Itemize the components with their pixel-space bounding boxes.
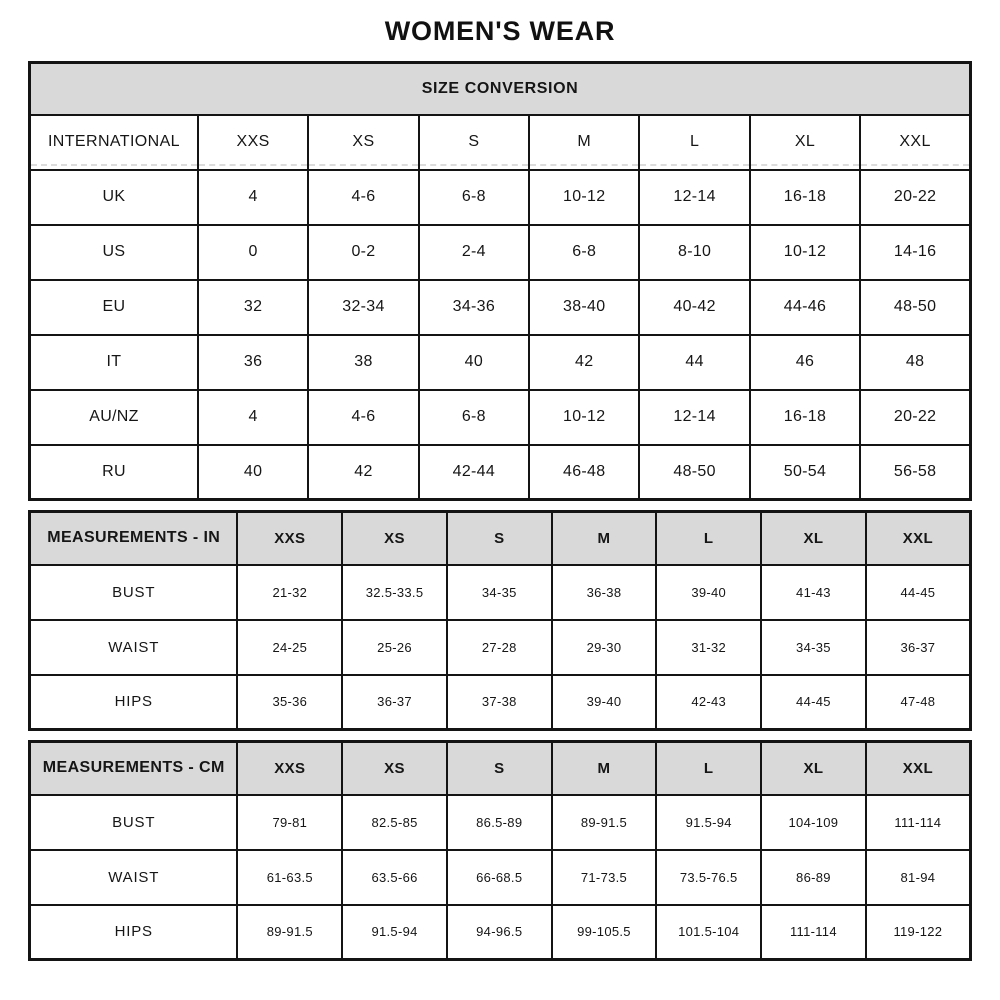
measurement-label: BUST (30, 795, 238, 850)
measure-cell-s: 27-28 (447, 620, 552, 675)
column-header-s: S (447, 512, 552, 565)
measure-cell-l: 73.5-76.5 (656, 850, 761, 905)
measure-cell-l: 101.5-104 (656, 905, 761, 960)
size-conversion-row (30, 225, 971, 280)
measure-cell-xl: 41-43 (761, 565, 866, 620)
size-conversion-row (30, 390, 971, 445)
size-cell-l: 40-42 (639, 280, 749, 335)
size-cell-xs: 42 (308, 445, 418, 500)
size-cell-l: 8-10 (639, 225, 749, 280)
size-cell-xs: 4-6 (308, 170, 418, 225)
size-cell-xs: 38 (308, 335, 418, 390)
column-header-xxs: XXS (198, 115, 308, 170)
measure-cell-xs: 63.5-66 (342, 850, 447, 905)
measure-cell-xl: 104-109 (761, 795, 866, 850)
column-header-m: M (529, 115, 639, 170)
size-cell-xs: 32-34 (308, 280, 418, 335)
column-header-xl: XL (761, 742, 866, 795)
column-header-l: L (639, 115, 749, 170)
size-cell-xs: 0-2 (308, 225, 418, 280)
size-cell-s: 2-4 (419, 225, 529, 280)
size-cell-m: 10-12 (529, 170, 639, 225)
measure-cell-l: 42-43 (656, 675, 761, 730)
measure-cell-xl: 34-35 (761, 620, 866, 675)
size-cell-xxs: 4 (198, 170, 308, 225)
size-cell-xxs: 40 (198, 445, 308, 500)
size-cell-xl: 10-12 (750, 225, 860, 280)
size-cell-xxs: 32 (198, 280, 308, 335)
measurements-cm-table (28, 740, 972, 961)
region-label: RU (30, 445, 198, 500)
measurement-label: WAIST (30, 620, 238, 675)
measurements-in-table (28, 510, 972, 731)
measure-cell-m: 99-105.5 (552, 905, 657, 960)
measurement-label: BUST (30, 565, 238, 620)
size-cell-xxs: 36 (198, 335, 308, 390)
column-header-xs: XS (342, 512, 447, 565)
measure-cell-xxs: 21-32 (237, 565, 342, 620)
size-cell-xxs: 4 (198, 390, 308, 445)
measurements-cm-row (30, 795, 971, 850)
page-title: WOMEN'S WEAR (384, 16, 616, 46)
measurements-in-header: MEASUREMENTS - IN (30, 512, 238, 565)
measure-cell-m: 36-38 (552, 565, 657, 620)
measure-cell-s: 86.5-89 (447, 795, 552, 850)
measurements-cm-row (30, 850, 971, 905)
size-cell-s: 6-8 (419, 390, 529, 445)
column-header-xxs: XXS (237, 742, 342, 795)
size-cell-xl: 50-54 (750, 445, 860, 500)
size-conversion-row (30, 170, 971, 225)
size-conversion-columns-row (30, 115, 971, 170)
size-cell-xxl: 48-50 (860, 280, 970, 335)
size-cell-xs: 4-6 (308, 390, 418, 445)
size-cell-m: 46-48 (529, 445, 639, 500)
column-header-xl: XL (750, 115, 860, 170)
region-label: UK (30, 170, 198, 225)
size-cell-xl: 16-18 (750, 390, 860, 445)
measurements-cm-header: MEASUREMENTS - CM (30, 742, 238, 795)
size-cell-xxl: 48 (860, 335, 970, 390)
size-cell-l: 12-14 (639, 390, 749, 445)
measure-cell-m: 71-73.5 (552, 850, 657, 905)
column-header-xxs: XXS (237, 512, 342, 565)
measurements-cm-header-row (30, 742, 971, 795)
region-label: IT (30, 335, 198, 390)
size-cell-xxs: 0 (198, 225, 308, 280)
measure-cell-l: 39-40 (656, 565, 761, 620)
measure-cell-s: 66-68.5 (447, 850, 552, 905)
size-cell-xxl: 56-58 (860, 445, 970, 500)
size-conversion-row (30, 445, 971, 500)
size-cell-xxl: 20-22 (860, 390, 970, 445)
column-header-l: L (656, 742, 761, 795)
size-cell-m: 38-40 (529, 280, 639, 335)
measurements-in-header-row (30, 512, 971, 565)
measure-cell-xxs: 79-81 (237, 795, 342, 850)
size-cell-m: 42 (529, 335, 639, 390)
measurement-label: HIPS (30, 905, 238, 960)
measure-cell-xxs: 89-91.5 (237, 905, 342, 960)
size-cell-l: 48-50 (639, 445, 749, 500)
measure-cell-s: 94-96.5 (447, 905, 552, 960)
column-header-l: L (656, 512, 761, 565)
measure-cell-s: 37-38 (447, 675, 552, 730)
size-conversion-row (30, 335, 971, 390)
column-header-s: S (447, 742, 552, 795)
size-cell-s: 6-8 (419, 170, 529, 225)
measure-cell-xs: 91.5-94 (342, 905, 447, 960)
column-header-international: INTERNATIONAL (30, 115, 198, 170)
region-label: EU (30, 280, 198, 335)
measure-cell-xxl: 119-122 (866, 905, 971, 960)
measure-cell-xxs: 61-63.5 (237, 850, 342, 905)
size-cell-xxl: 14-16 (860, 225, 970, 280)
measure-cell-xl: 86-89 (761, 850, 866, 905)
measure-cell-s: 34-35 (447, 565, 552, 620)
column-header-s: S (419, 115, 529, 170)
measure-cell-xxs: 35-36 (237, 675, 342, 730)
size-cell-s: 42-44 (419, 445, 529, 500)
measure-cell-xs: 32.5-33.5 (342, 565, 447, 620)
region-label: US (30, 225, 198, 280)
measure-cell-xxl: 111-114 (866, 795, 971, 850)
region-label: AU/NZ (30, 390, 198, 445)
measure-cell-m: 89-91.5 (552, 795, 657, 850)
measurements-cm-body (30, 795, 971, 960)
measurements-in-row (30, 565, 971, 620)
measure-cell-xxl: 44-45 (866, 565, 971, 620)
column-header-xs: XS (308, 115, 418, 170)
measurements-in-body (30, 565, 971, 730)
size-cell-xl: 44-46 (750, 280, 860, 335)
size-cell-s: 40 (419, 335, 529, 390)
column-header-xxl: XXL (866, 512, 971, 565)
column-header-xxl: XXL (860, 115, 970, 170)
measure-cell-xs: 25-26 (342, 620, 447, 675)
measure-cell-l: 31-32 (656, 620, 761, 675)
measure-cell-xxl: 47-48 (866, 675, 971, 730)
size-cell-xl: 16-18 (750, 170, 860, 225)
measure-cell-m: 39-40 (552, 675, 657, 730)
size-conversion-row (30, 280, 971, 335)
column-header-xxl: XXL (866, 742, 971, 795)
measure-cell-xl: 44-45 (761, 675, 866, 730)
size-cell-m: 10-12 (529, 390, 639, 445)
size-cell-l: 12-14 (639, 170, 749, 225)
measure-cell-xxs: 24-25 (237, 620, 342, 675)
size-cell-xxl: 20-22 (860, 170, 970, 225)
size-conversion-header: SIZE CONVERSION (30, 63, 971, 115)
measure-cell-xxl: 81-94 (866, 850, 971, 905)
measurements-cm-row (30, 905, 971, 960)
column-header-m: M (552, 512, 657, 565)
size-cell-l: 44 (639, 335, 749, 390)
column-header-xl: XL (761, 512, 866, 565)
measurements-in-row (30, 675, 971, 730)
size-conversion-title-row (30, 63, 971, 115)
measure-cell-xs: 82.5-85 (342, 795, 447, 850)
measurements-in-row (30, 620, 971, 675)
column-header-xs: XS (342, 742, 447, 795)
measure-cell-xxl: 36-37 (866, 620, 971, 675)
size-conversion-body (30, 170, 971, 500)
size-conversion-table (28, 61, 972, 501)
measure-cell-xs: 36-37 (342, 675, 447, 730)
measure-cell-xl: 111-114 (761, 905, 866, 960)
size-cell-m: 6-8 (529, 225, 639, 280)
size-cell-s: 34-36 (419, 280, 529, 335)
measure-cell-l: 91.5-94 (656, 795, 761, 850)
measure-cell-m: 29-30 (552, 620, 657, 675)
measurement-label: WAIST (30, 850, 238, 905)
column-header-m: M (552, 742, 657, 795)
measurement-label: HIPS (30, 675, 238, 730)
size-cell-xl: 46 (750, 335, 860, 390)
